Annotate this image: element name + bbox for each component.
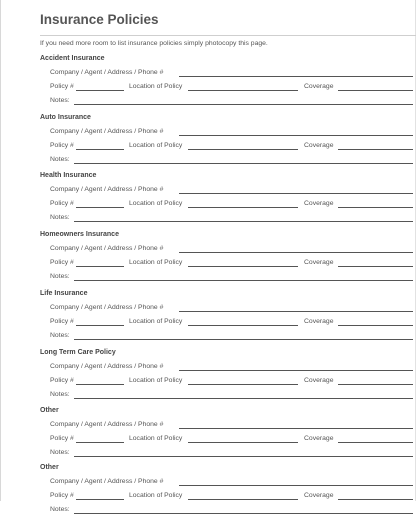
policy-number-field[interactable] [76,266,124,267]
policy-number-field[interactable] [76,149,124,150]
policy-section [0,407,416,467]
location-field[interactable] [188,499,298,500]
company-label: Company / Agent / Address / Phone # [50,478,164,485]
section-title: Auto Insurance [40,114,91,121]
location-label: Location of Policy [129,492,183,499]
company-field[interactable] [179,76,413,77]
policy-section [0,114,416,174]
company-field[interactable] [179,485,413,486]
notes-field[interactable] [74,104,413,105]
company-field[interactable] [179,252,413,253]
intro-text: If you need more room to list insurance policies simply photocopy this page. [40,40,268,47]
section-title: Accident Insurance [40,55,105,62]
policy-number-label: Policy # [50,435,74,442]
coverage-label: Coverage [304,377,334,384]
coverage-field[interactable] [338,149,413,150]
coverage-field[interactable] [338,325,413,326]
company-field[interactable] [179,311,413,312]
notes-field[interactable] [74,221,413,222]
location-label: Location of Policy [129,377,183,384]
coverage-field[interactable] [338,499,413,500]
policy-number-label: Policy # [50,377,74,384]
policy-number-label: Policy # [50,142,74,149]
policy-number-field[interactable] [76,442,124,443]
location-label: Location of Policy [129,142,183,149]
section-title: Homeowners Insurance [40,231,119,238]
notes-label: Notes: [50,97,70,104]
location-label: Location of Policy [129,200,183,207]
policy-number-label: Policy # [50,83,74,90]
notes-label: Notes: [50,332,70,339]
notes-label: Notes: [50,273,70,280]
location-field[interactable] [188,325,298,326]
page-title: Insurance Policies [40,12,159,27]
notes-label: Notes: [50,214,70,221]
coverage-label: Coverage [304,492,334,499]
coverage-label: Coverage [304,83,334,90]
section-title: Other [40,464,59,471]
policy-number-field[interactable] [76,499,124,500]
notes-label: Notes: [50,391,70,398]
location-label: Location of Policy [129,435,183,442]
title-divider [40,35,416,36]
policy-number-label: Policy # [50,492,74,499]
notes-label: Notes: [50,506,70,513]
company-label: Company / Agent / Address / Phone # [50,69,164,76]
company-field[interactable] [179,135,413,136]
section-title: Long Term Care Policy [40,349,116,356]
notes-field[interactable] [74,163,413,164]
location-field[interactable] [188,149,298,150]
notes-field[interactable] [74,398,413,399]
location-field[interactable] [188,266,298,267]
notes-field[interactable] [74,513,413,514]
company-label: Company / Agent / Address / Phone # [50,363,164,370]
company-field[interactable] [179,370,413,371]
policy-number-field[interactable] [76,384,124,385]
location-field[interactable] [188,384,298,385]
policy-section [0,464,416,524]
coverage-field[interactable] [338,442,413,443]
notes-field[interactable] [74,280,413,281]
section-title: Other [40,407,59,414]
coverage-field[interactable] [338,90,413,91]
policy-section [0,172,416,232]
notes-field[interactable] [74,339,413,340]
policy-number-label: Policy # [50,200,74,207]
coverage-field[interactable] [338,266,413,267]
company-label: Company / Agent / Address / Phone # [50,245,164,252]
notes-label: Notes: [50,156,70,163]
company-label: Company / Agent / Address / Phone # [50,186,164,193]
policy-section [0,55,416,115]
section-title: Health Insurance [40,172,97,179]
location-field[interactable] [188,442,298,443]
coverage-field[interactable] [338,207,413,208]
policy-number-label: Policy # [50,259,74,266]
company-field[interactable] [179,428,413,429]
company-label: Company / Agent / Address / Phone # [50,304,164,311]
coverage-label: Coverage [304,259,334,266]
coverage-label: Coverage [304,318,334,325]
notes-label: Notes: [50,449,70,456]
company-field[interactable] [179,193,413,194]
location-label: Location of Policy [129,318,183,325]
coverage-label: Coverage [304,435,334,442]
policy-number-label: Policy # [50,318,74,325]
policy-number-field[interactable] [76,325,124,326]
policy-section [0,349,416,409]
coverage-label: Coverage [304,200,334,207]
coverage-label: Coverage [304,142,334,149]
company-label: Company / Agent / Address / Phone # [50,128,164,135]
policy-number-field[interactable] [76,90,124,91]
policy-section [0,231,416,291]
location-field[interactable] [188,90,298,91]
location-field[interactable] [188,207,298,208]
notes-field[interactable] [74,456,413,457]
policy-number-field[interactable] [76,207,124,208]
section-title: Life Insurance [40,290,88,297]
policy-section [0,290,416,350]
coverage-field[interactable] [338,384,413,385]
location-label: Location of Policy [129,259,183,266]
location-label: Location of Policy [129,83,183,90]
company-label: Company / Agent / Address / Phone # [50,421,164,428]
